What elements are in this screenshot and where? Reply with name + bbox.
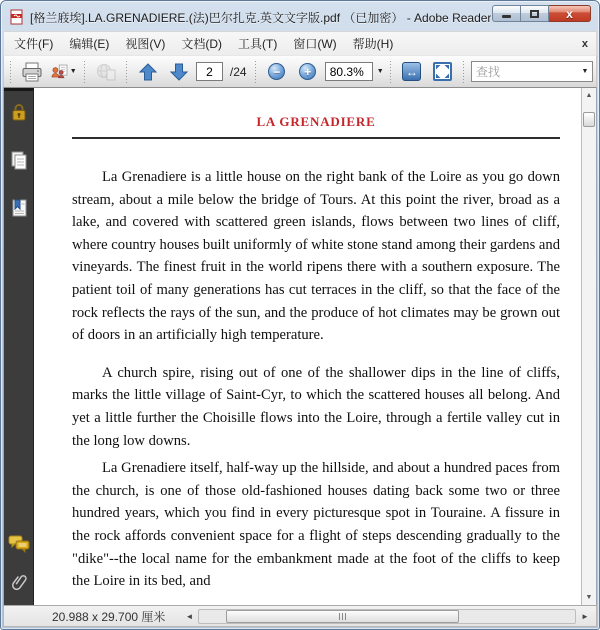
close-button[interactable] <box>549 5 591 22</box>
previous-page-button[interactable] <box>134 58 162 86</box>
bookmark-icon <box>9 198 29 218</box>
menubar-close-icon[interactable]: x <box>581 37 588 50</box>
toolbar <box>3 55 597 88</box>
scroll-right-icon[interactable]: ► <box>581 611 589 621</box>
scroll-down-icon[interactable]: ▼ <box>585 594 593 601</box>
next-page-button[interactable] <box>165 58 193 86</box>
vertical-scrollbar[interactable] <box>581 88 596 605</box>
find-input[interactable] <box>472 63 578 80</box>
attachments-panel-button[interactable] <box>8 571 30 593</box>
toolbar-grip[interactable] <box>254 61 258 83</box>
pdf-page <box>34 88 596 593</box>
find-box <box>471 61 593 82</box>
arrow-down-icon <box>169 62 189 82</box>
pages-icon <box>9 150 29 170</box>
menu-edit[interactable]: 编辑(E) <box>69 37 110 51</box>
status-bar <box>3 605 597 627</box>
maximize-button[interactable] <box>521 5 549 22</box>
zoom-dropdown-caret-icon[interactable]: ▼ <box>376 68 384 75</box>
vertical-scrollbar-thumb[interactable] <box>583 112 595 127</box>
window-title: [格兰庪埃].LA.GRENADIERE.(法)巴尔扎克.英文文字版.pdf （已加密） - Adobe Reader <box>30 10 492 25</box>
comments-icon <box>8 535 30 554</box>
document-paragraph: La Grenadiere is a little house on the right bank of the Loire as you go down stream, about a mile below the bridge of Tours. At this point the river, broad as a lake, and covered with scattered green islands, flows between two lines of cliff, where country houses built uniformly of white stone stand among their gardens and vineyards. The finest fruit in the world ripens there with a southern exposure. The patient toil of many generations has cut terraces in the cliff, so that the face of the rock reflects the rays of the sun, and the produce of hot climates may be grown out of doors in an artificially high temperature. <box>72 169 560 344</box>
menu-bar <box>3 31 597 55</box>
menu-view[interactable]: 视图(V) <box>125 37 166 51</box>
pdf-file-icon <box>9 9 25 25</box>
zoom-out-button[interactable] <box>263 58 291 86</box>
arrow-up-icon <box>138 62 158 82</box>
menu-tools[interactable]: 工具(T) <box>238 37 278 51</box>
toolbar-grip[interactable] <box>83 61 87 83</box>
zoom-in-icon: + <box>299 63 316 80</box>
scroll-left-icon[interactable]: ◄ <box>185 611 194 621</box>
collaborate-icon <box>50 61 69 83</box>
zoom-out-icon: − <box>268 63 285 80</box>
menu-window[interactable]: 窗口(W) <box>293 37 337 51</box>
globe-document-icon <box>95 61 117 83</box>
main-area <box>3 88 597 605</box>
page-number-input[interactable] <box>196 62 223 81</box>
menu-file[interactable]: 文件(F) <box>14 37 54 51</box>
chevron-down-icon: ▼ <box>69 68 77 75</box>
lock-icon <box>10 102 28 122</box>
close-icon: x <box>566 6 573 21</box>
print-button[interactable] <box>18 58 46 86</box>
maximize-icon <box>530 10 539 18</box>
fit-width-icon: ↔ <box>402 62 421 81</box>
fit-page-button[interactable] <box>429 58 457 86</box>
menu-help[interactable]: 帮助(H) <box>352 37 394 51</box>
pages-panel-button[interactable] <box>8 149 30 171</box>
document-paragraph: La Grenadiere itself, half-way up the hillside, and about a hundred paces from the church, is one of those old-fashioned houses dating back some two or three hundred years, which you find in every picturesque spot in Touraine. A fissure in the rock affords convenient space for a flight of steps descending gradually to the "dike"--the local name for the embankment made at the foot of the cliffs to keep the Loire in its bed, and <box>72 460 560 590</box>
fit-page-icon <box>433 62 452 81</box>
toolbar-grip[interactable] <box>9 61 13 83</box>
document-paragraph: A church spire, rising out of one of the shallower dips in the line of cliffs, marks the little village of Saint-Cyr, to which the scattered houses all belong. And yet a little further the Choisille flows into the Loire, through a fertile valley cut in the long low downs. <box>72 364 560 449</box>
scrollbar-grip-icon <box>338 609 347 623</box>
page-total-label: /24 <box>229 64 247 79</box>
fit-width-button[interactable] <box>398 58 426 86</box>
bookmarks-panel-button[interactable] <box>8 197 30 219</box>
title-bar[interactable] <box>3 3 597 31</box>
comments-panel-button[interactable] <box>8 533 30 555</box>
paperclip-icon <box>9 571 29 593</box>
zoom-in-button[interactable] <box>294 58 322 86</box>
toolbar-grip[interactable] <box>389 61 393 83</box>
horizontal-scrollbar-track[interactable] <box>198 609 576 624</box>
printer-icon <box>20 61 44 83</box>
horizontal-scrollbar[interactable] <box>181 608 593 624</box>
minimize-icon <box>502 15 511 18</box>
heading-rule <box>72 137 560 139</box>
horizontal-scrollbar-thumb[interactable] <box>226 610 459 623</box>
scroll-up-icon[interactable]: ▲ <box>585 92 593 99</box>
toolbar-grip[interactable] <box>125 61 129 83</box>
minimize-button[interactable] <box>492 5 521 22</box>
find-dropdown-caret-icon[interactable]: ▼ <box>581 68 589 75</box>
zoom-level-input[interactable] <box>325 62 373 81</box>
toolbar-grip[interactable] <box>462 61 466 83</box>
window-controls <box>492 5 591 22</box>
document-heading: LA GRENADIERE <box>256 114 376 129</box>
online-services-button-disabled <box>92 58 120 86</box>
page-size-label: 20.988 x 29.700 厘米 <box>52 609 166 624</box>
document-viewport[interactable] <box>34 88 596 605</box>
menu-document[interactable]: 文档(D) <box>181 37 222 51</box>
security-settings-button[interactable] <box>8 101 30 123</box>
navigation-sidebar <box>4 88 34 605</box>
collaborate-button[interactable] <box>49 58 77 86</box>
